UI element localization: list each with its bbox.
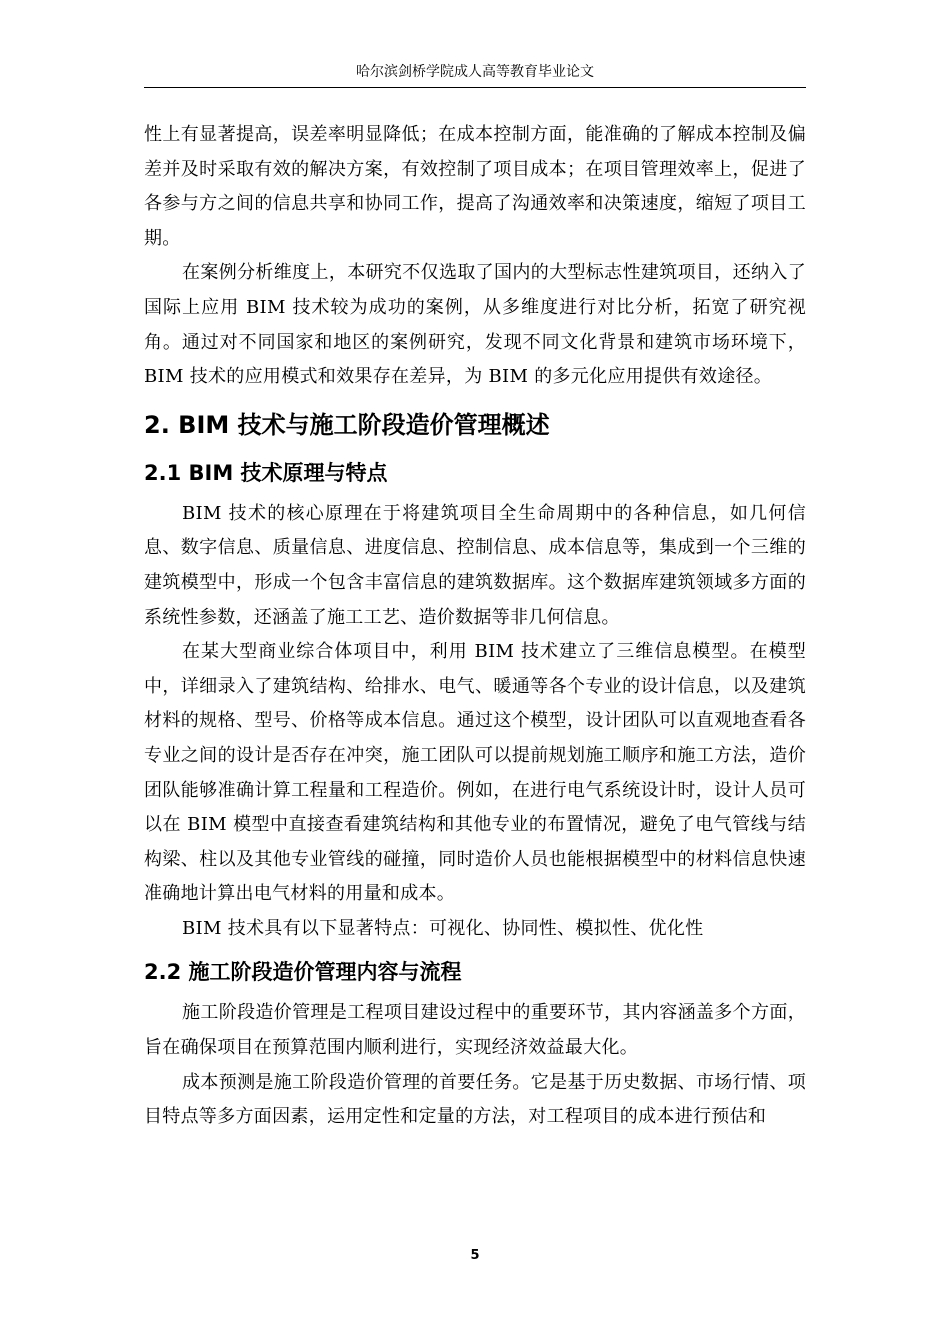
paragraph-case-analysis: 在案例分析维度上，本研究不仅选取了国内的大型标志性建筑项目，还纳入了国际上应用 BIM 技术较为成功的案例，从多维度进行对比分析，拓宽了研究视角。通过对不同国家和地区的案例研究，发现不同文化背景和建筑市场环境下，BIM 技术的应用模式和效果存在差异，为 BIM 的多元化应用提供有效途径。 — [144, 262, 806, 388]
paragraph-bim-principle: BIM 技术的核心原理在于将建筑项目全生命周期中的各种信息，如几何信息、数字信息、质量信息、进度信息、控制信息、成本信息等，集成到一个三维的建筑模型中，形成一个包含丰富信息的建筑数据库。这个数据库建筑领域多方面的系统性参数，还涵盖了施工工艺、造价数据等非几何信息。 — [144, 502, 806, 628]
page-number: 5 — [470, 1248, 480, 1263]
paragraph-bim-example: 在某大型商业综合体项目中，利用 BIM 技术建立了三维信息模型。在模型中，详细录入了建筑结构、给排水、电气、暖通等各个专业的设计信息，以及建筑材料的规格、型号、价格等成本信息。通过这个模型，设计团队可以直观地查看各专业之间的设计是否存在冲突，施工团队可以提前规划施工顺序和施工方法，造价团队能够准确计算工程量和工程造价。例如，在进行电气系统设计时，设计人员可以在 BIM 模型中直接查看建筑结构和其他专业的布置情况，避免了电气管线与结构梁、柱以及其他专业管线的碰撞，同时造价人员也能根据模型中的材料信息快速准确地计算出电气材料的用量和成本。 — [144, 641, 806, 905]
paragraph-cost-management: 施工阶段造价管理是工程项目建设过程中的重要环节，其内容涵盖多个方面，旨在确保项目在预算范围内顺利进行，实现经济效益最大化。 — [144, 1002, 806, 1059]
paragraph-continued: 性上有显著提高，误差率明显降低；在成本控制方面，能准确的了解成本控制及偏差并及时采取有效的解决方案，有效控制了项目成本；在项目管理效率上，促进了各参与方之间的信息共享和协同工作，提高了沟通效率和决策速度，缩短了项目工期。 — [144, 124, 806, 249]
paragraph-bim-features: BIM 技术具有以下显著特点：可视化、协同性、模拟性、优化性 — [182, 917, 704, 939]
header-divider — [144, 87, 806, 88]
section-heading-2: 2. BIM 技术与施工阶段造价管理概述 — [144, 410, 550, 439]
subsection-heading-2-1: 2.1 BIM 技术原理与特点 — [144, 460, 388, 485]
body-content — [144, 118, 806, 1135]
subsection-heading-2-2: 2.2 施工阶段造价管理内容与流程 — [144, 960, 462, 985]
running-header: 哈尔滨剑桥学院成人高等教育毕业论文 — [356, 64, 594, 80]
paragraph-cost-prediction: 成本预测是施工阶段造价管理的首要任务。它是基于历史数据、市场行情、项目特点等多方面因素，运用定性和定量的方法，对工程项目的成本进行预估和 — [144, 1071, 806, 1128]
